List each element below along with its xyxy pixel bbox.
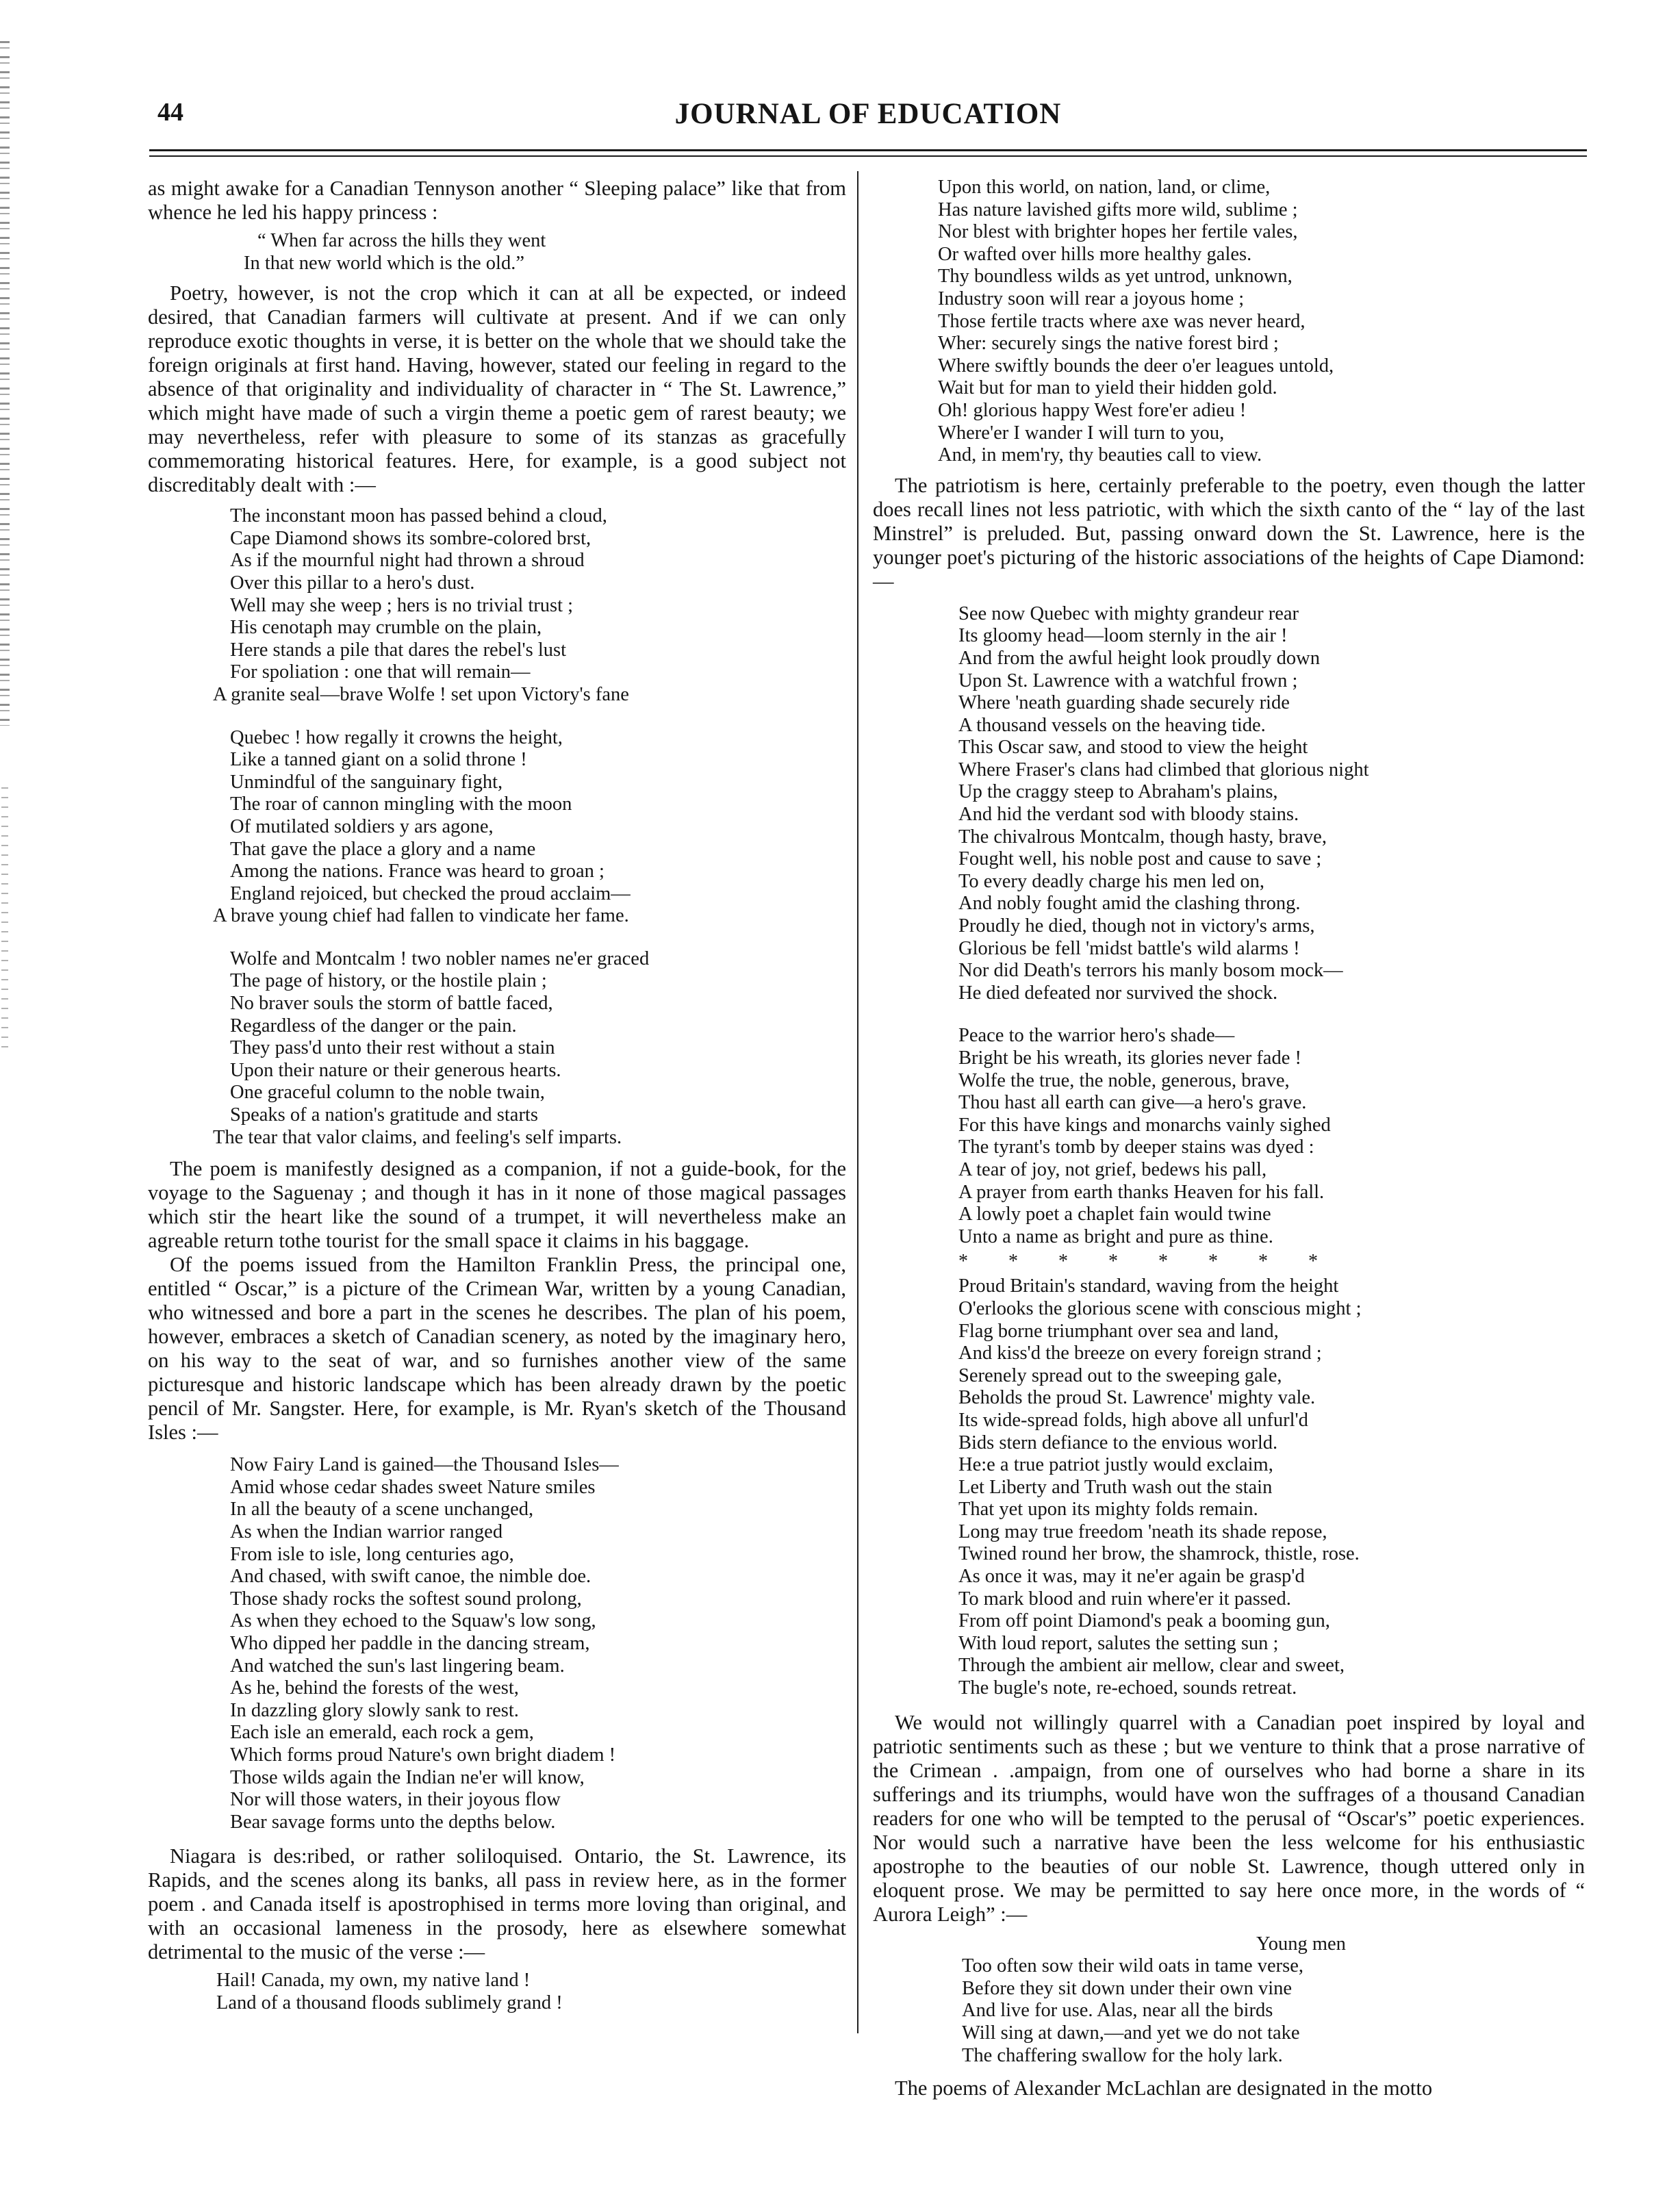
poem-stanza [148, 1454, 846, 1833]
poem-line: Cape Diamond shows its sombre-colored brst, [230, 527, 591, 549]
poem-line: Where swiftly bounds the deer o'er leagues untold, [938, 355, 1334, 377]
poem-line: As when they echoed to the Squaw's low song, [230, 1610, 596, 1632]
poem-line: Wolfe the true, the noble, generous, brave, [958, 1069, 1290, 1091]
poem-line: Fought well, his noble post and cause to save ; [958, 848, 1322, 870]
poem-line: Amid whose cedar shades sweet Nature smiles [230, 1476, 596, 1498]
poem-line: And nobly fought amid the clashing throng. [958, 893, 1301, 915]
poem-line: Wait but for man to yield their hidden gold. [938, 377, 1277, 399]
poem-line: Or wafted over hills more healthy gales. [938, 243, 1252, 265]
poem-line: Which forms proud Nature's own bright diadem ! [230, 1744, 616, 1766]
poem-line: Unto a name as bright and pure as thine. [958, 1225, 1273, 1247]
poem-stanza [873, 1275, 1585, 1699]
poem-line: Land of a thousand floods sublimely grand ! [216, 1992, 563, 2013]
poem-line: A lowly poet a chaplet fain would twine [958, 1204, 1271, 1225]
poem-stanza [873, 1025, 1585, 1248]
paragraph: We would not willingly quarrel with a Canadian poet inspired by loyal and patriotic sentiments such as these ; but we venture to think that a prose narrative of the Crimean . .ampaign, from one of ourselves who had borne a share in its sufferings and its triumphs, would have won the suffrages of a thousand Canadian readers for one who will be tempted to the perusal of “Oscar's” poetic experiences. Nor would such a narrative have been the less welcome for his enthusiastic apostrophe to the beauties of our noble St. Lawrence, though uttered only in eloquent prose. We may be permitted to say here once more, in the words of “ Aurora Leigh” :— [873, 1710, 1585, 1926]
poem-line: As he, behind the forests of the west, [230, 1677, 519, 1699]
poem-line: A tear of joy, not grief, bedews his pall, [958, 1158, 1267, 1180]
poem-line: He:e a true patriot justly would exclaim, [958, 1454, 1273, 1476]
poem-line: Bright be his wreath, its glories never fade ! [958, 1047, 1301, 1069]
poem-line: As if the mournful night had thrown a shroud [230, 550, 585, 572]
poem-stanza [148, 505, 846, 706]
poem-line: They pass'd unto their rest without a stain [230, 1037, 555, 1059]
poem-line: Peace to the warrior hero's shade— [958, 1025, 1235, 1047]
poem-line: Upon this world, on nation, land, or clime, [938, 177, 1271, 198]
poem-line: Will sing at dawn,—and yet we do not take [962, 2022, 1300, 2044]
poem-line: Through the ambient air mellow, clear and sweet, [958, 1655, 1345, 1677]
poem-line: Glorious be fell 'midst battle's wild alarms ! [958, 937, 1300, 959]
paragraph: The poem is manifestly designed as a companion, if not a guide-book, for the voyage to the Saguenay ; and though it has in it none of those magical passages which stir the heart like the sound of a trumpet, it will nevertheless make an agreable return tothe tourist for the small space it claims in his baggage. [148, 1157, 846, 1253]
poem-line: From isle to isle, long centuries ago, [230, 1543, 514, 1565]
poem-line: As once it was, may it ne'er again be grasp'd [958, 1566, 1305, 1588]
poem-line: Over this pillar to a hero's dust. [230, 572, 475, 594]
poem-line: To mark blood and ruin where'er it passed. [958, 1588, 1291, 1610]
poem-line: Well may she weep ; hers is no trivial trust ; [230, 594, 574, 616]
poem-line: The inconstant moon has passed behind a cloud, [230, 505, 607, 527]
page-header [149, 97, 1587, 138]
poem-line: Its gloomy head—loom sternly in the air ! [958, 625, 1288, 647]
poem-line: Nor did Death's terrors his manly bosom mock— [958, 960, 1343, 982]
poem-line: A brave young chief had fallen to vindicate her fame. [213, 905, 629, 927]
poem-line: A granite seal—brave Wolfe ! set upon Victory's fane [213, 683, 629, 705]
paragraph: Niagara is des:ribed, or rather soliloquised. Ontario, the St. Lawrence, its Rapids, and the scenes along its banks, all pass in review here, as in the former poem . and Canada itself is apostrophised in terms more loving than original, and with an occasional lameness in the prosody, here as elsewhere somewhat detrimental to the music of the verse :— [148, 1844, 846, 1964]
section-break-stars: * * * * * * * * [958, 1251, 1336, 1273]
right-column [873, 177, 1585, 2100]
poem-line: “ When far across the hills they went [257, 230, 546, 251]
poem-line: And chased, with swift canoe, the nimble doe. [230, 1566, 591, 1588]
poem-line: Quebec ! how regally it crowns the height, [230, 726, 563, 748]
poem-line: Where Fraser's clans had climbed that glorious night [958, 759, 1369, 780]
poem-line: That yet upon its mighty folds remain. [958, 1499, 1258, 1521]
scan-edge-marks-lower [1, 787, 8, 1047]
poem-line: Oh! glorious happy West fore'er adieu ! [938, 399, 1247, 421]
poem-stanza [148, 727, 846, 928]
poem-line: The tyrant's tomb by deeper stains was dyed : [958, 1136, 1314, 1158]
poem-line: He died defeated nor survived the shock. [958, 982, 1278, 1004]
poem-line: For spoliation : one that will remain— [230, 661, 531, 683]
header-rule-bottom [149, 155, 1587, 157]
poem-line: See now Quebec with mighty grandeur rear [958, 602, 1299, 624]
poem-line: Too often sow their wild oats in tame verse, [962, 1955, 1304, 1977]
poem-line: Thou hast all earth can give—a hero's grave. [958, 1092, 1307, 1114]
poem-line: Regardless of the danger or the pain. [230, 1015, 517, 1037]
poem-line: Nor blest with brighter hopes her fertile vales, [938, 221, 1298, 243]
poem-line: Nor will those waters, in their joyous flow [230, 1789, 561, 1811]
poem-line: Before they sit down under their own vine [962, 1977, 1293, 1999]
poem-line: Thy boundless wilds as yet untrod, unknown, [938, 266, 1293, 288]
poem-line: His cenotaph may crumble on the plain, [230, 617, 542, 639]
poem-line: And hid the verdant sod with bloody stains. [958, 804, 1299, 826]
poem-stanza [873, 1933, 1585, 2068]
left-column [148, 177, 846, 2015]
poem-line: As when the Indian warrior ranged [230, 1521, 503, 1542]
poem-line: Among the nations. France was heard to groan ; [230, 861, 604, 882]
journal-title: JOURNAL OF EDUCATION [674, 98, 1062, 130]
poem-line: Who dipped her paddle in the dancing stream, [230, 1632, 590, 1654]
poem-line: Twined round her brow, the shamrock, thistle, rose. [958, 1543, 1360, 1565]
poem-line: Flag borne triumphant over sea and land, [958, 1320, 1279, 1342]
poem-line: Hail! Canada, my own, my native land ! [216, 1970, 531, 1992]
poem-line: The bugle's note, re-echoed, sounds retreat. [958, 1677, 1297, 1699]
paragraph: The patriotism is here, certainly preferable to the poetry, even though the latter does recall lines not less patriotic, with which the sixth canto of the “ lay of the last Minstrel” is preluded. But, passing onward down the St. Lawrence, here is the younger poet's picturing of the historic associations of the heights of Cape Diamond:— [873, 473, 1585, 593]
poem-line: One graceful column to the noble twain, [230, 1082, 545, 1104]
poem-line: Serenely spread out to the sweeping gale, [958, 1364, 1282, 1386]
poem-line: This Oscar saw, and stood to view the height [958, 737, 1308, 759]
poem-line: Long may true freedom 'neath its shade repose, [958, 1521, 1327, 1542]
poem-line: Beholds the proud St. Lawrence' mighty vale. [958, 1387, 1316, 1409]
poem-line: That gave the place a glory and a name [230, 838, 536, 860]
poem-line: Those fertile tracts where axe was never heard, [938, 310, 1306, 332]
poem-line: No braver souls the storm of battle faced, [230, 993, 553, 1015]
poem-line: Unmindful of the sanguinary fight, [230, 771, 503, 793]
poem-line: The chaffering swallow for the holy lark. [962, 2044, 1283, 2066]
poem-line: Like a tanned giant on a solid throne ! [230, 749, 527, 771]
poem-line: Has nature lavished gifts more wild, sublime ; [938, 199, 1298, 220]
poem-stanza [148, 948, 846, 1149]
poem-line: Where'er I wander I will turn to you, [938, 422, 1225, 444]
poem-line: Its wide-spread folds, high above all unfurl'd [958, 1409, 1308, 1431]
poem-line: Upon their nature or their generous hearts. [230, 1059, 561, 1081]
poem-line: And, in mem'ry, thy beauties call to view. [938, 444, 1262, 466]
poem-line: In that new world which is the old.” [244, 252, 524, 274]
poem-line: The tear that valor claims, and feeling's self imparts. [213, 1126, 622, 1148]
poem-line: From off point Diamond's peak a booming gun, [958, 1610, 1330, 1632]
poem-line: The roar of cannon mingling with the moon [230, 793, 572, 815]
poem-line: O'erlooks the glorious scene with conscious might ; [958, 1297, 1362, 1319]
poem-line: Those wilds again the Indian ne'er will know, [230, 1766, 585, 1788]
poem-line: England rejoiced, but checked the proud acclaim— [230, 882, 631, 904]
poem-line: Bear savage forms unto the depths below. [230, 1811, 556, 1833]
poem-line: Each isle an emerald, each rock a gem, [230, 1722, 534, 1744]
poem-line: And live for use. Alas, near all the birds [962, 2000, 1273, 2022]
poem-line: Here stands a pile that dares the rebel's lust [230, 639, 567, 661]
column-divider [857, 171, 858, 2033]
poem-line: The chivalrous Montcalm, though hasty, brave, [958, 826, 1327, 848]
poem-line: Speaks of a nation's gratitude and starts [230, 1104, 538, 1126]
poem-line: Wolfe and Montcalm ! two nobler names ne'er graced [230, 948, 650, 969]
poem-line: Young men [1256, 1933, 1346, 1955]
poem-line: To every deadly charge his men led on, [958, 870, 1264, 892]
poem-line: The page of history, or the hostile plain ; [230, 970, 547, 992]
paragraph: as might awake for a Canadian Tennyson another “ Sleeping palace” like that from whence he led his happy princess : [148, 177, 846, 224]
poem-line: And watched the sun's last lingering beam. [230, 1655, 565, 1677]
poem-line: Industry soon will rear a joyous home ; [938, 288, 1245, 309]
poem-stanza [873, 177, 1585, 467]
poem-stanza [873, 603, 1585, 1005]
poem-line: Proudly he died, though not in victory's arms, [958, 915, 1315, 937]
poem-line: Proud Britain's standard, waving from the height [958, 1275, 1339, 1297]
poem-line: And kiss'd the breeze on every foreign strand ; [958, 1343, 1322, 1364]
poem-line: For this have kings and monarchs vainly sighed [958, 1114, 1331, 1136]
poem-line: Of mutilated soldiers y ars agone, [230, 815, 494, 837]
poem-line: Now Fairy Land is gained—the Thousand Isles— [230, 1454, 619, 1476]
poem-line: Upon St. Lawrence with a watchful frown ; [958, 670, 1298, 691]
poem-line: A thousand vessels on the heaving tide. [958, 714, 1266, 736]
poem-line: Where 'neath guarding shade securely ride [958, 692, 1290, 714]
poem-line: And from the awful height look proudly down [958, 647, 1320, 669]
poem-line: A prayer from earth thanks Heaven for his fall. [958, 1181, 1325, 1203]
poem-line: Those shady rocks the softest sound prolong, [230, 1588, 582, 1610]
paragraph: Of the poems issued from the Hamilton Franklin Press, the principal one, entitled “ Oscar,” is a picture of the Crimean War, written by a young Canadian, who witnessed and bore a part in the scenes he describes. The plan of his poem, however, embraces a sketch of Canadian scenery, as noted by the imaginary hero, on his way to the seat of war, and so furnishes another view of the same picturesque and historic landscape which has been already drawn by the poetic pencil of Mr. Sangster. Here, for example, is Mr. Ryan's sketch of the Thousand Isles :— [148, 1253, 846, 1445]
poem-line: In dazzling glory slowly sank to rest. [230, 1699, 519, 1721]
poem-line: Wher: securely sings the native forest bird ; [938, 333, 1279, 355]
poem-line: In all the beauty of a scene unchanged, [230, 1499, 534, 1521]
page-number: 44 [157, 98, 183, 127]
quotation [148, 230, 846, 275]
poem-line: Bids stern defiance to the envious world. [958, 1432, 1278, 1453]
paragraph: Poetry, however, is not the crop which it can at all be expected, or indeed desired, that Canadian farmers will cultivate at present. And if we can only reproduce exotic thoughts in verse, it is better on the whole that we should take the foreign originals at first hand. Having, however, stated our feeling in regard to the absence of that originality and individuality of character in “ The St. Lawrence,” which might have made of such a virgin theme a poetic gem of rarest beauty; we may nevertheless, refer with pleasure to some of its stanzas as gracefully commemorating historical features. Here, for example, is a good subject not discreditably dealt with :— [148, 281, 846, 497]
poem-stanza [148, 1970, 846, 2014]
paragraph: The poems of Alexander McLachlan are designated in the motto [895, 2076, 1433, 2100]
poem-line: Let Liberty and Truth wash out the stain [958, 1476, 1273, 1498]
header-rule-top [149, 149, 1587, 151]
poem-line: With loud report, salutes the setting sun ; [958, 1632, 1279, 1654]
scan-edge-marks [0, 41, 10, 726]
poem-line: Up the craggy steep to Abraham's plains, [958, 781, 1278, 803]
